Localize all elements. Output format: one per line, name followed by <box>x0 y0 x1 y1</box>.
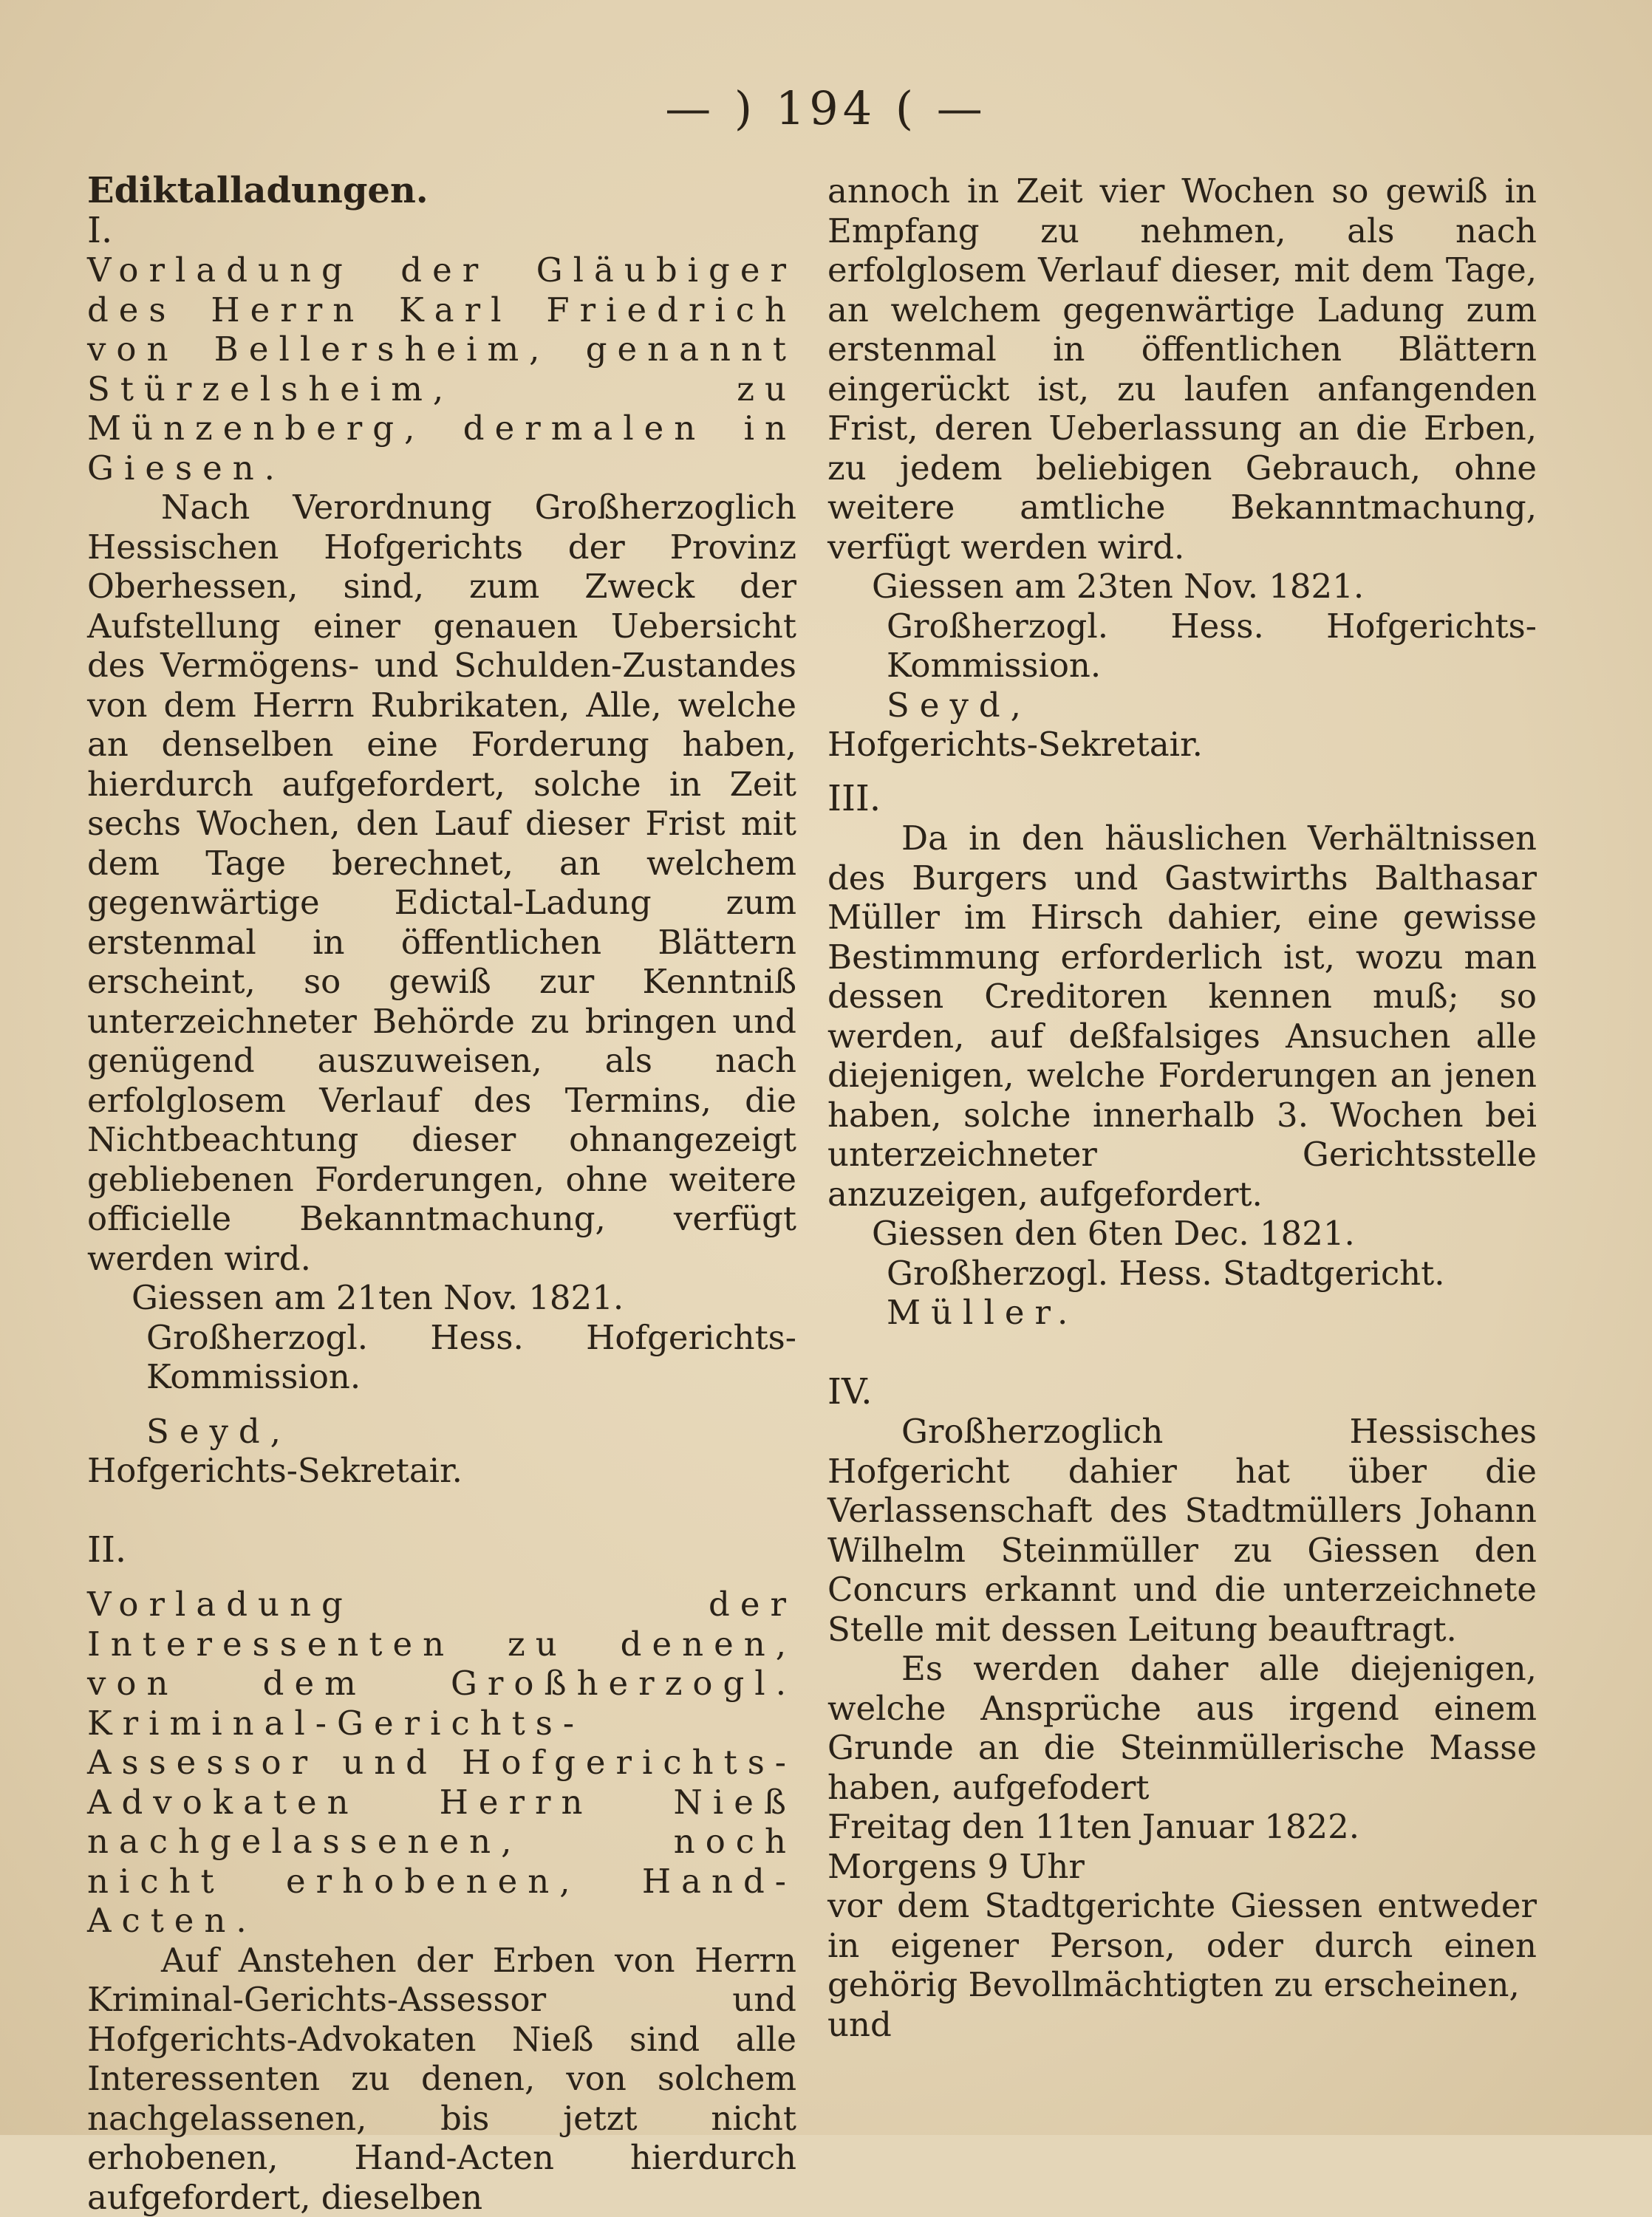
notice-2-continuation: annoch in Zeit vier Wochen so gewiß in Empfang zu nehmen, als nach erfolglosem Verlauf dieser, mit dem Tage, an welchem gegenwärtige Ladung zum erstenmal in öffentlichen Blättern eingerückt ist, zu laufen anfangenden Frist, deren Ueberlassung an die Erben, zu jedem beliebigen Gebrauch, ohne weitere amtliche Bekanntmachung, verfügt werden wird. <box>827 171 1537 567</box>
notice-1-body: Nach Verordnung Großherzoglich Hessischen Hofgerichts der Provinz Oberhessen, sind, zum Zweck der Aufstellung einer genauen Uebersicht des Vermögens- und Schulden-Zustandes von dem Herrn Rubrikaten, Alle, welche an denselben eine Forderung haben, hierdurch aufgefordert, solche in Zeit sechs Wochen, den Lauf dieser Frist mit dem Tage berechnet, an welchem gegenwärtige Edictal-Ladung zum erstenmal in öffentlichen Blättern erscheint, so gewiß zur Kenntniß unterzeichneter Behörde zu bringen und genügend auszuweisen, als nach erfolglosem Verlauf des Termins, die Nichtbeachtung dieser ohnangezeigt gebliebenen Forderungen, ohne weitere officielle Bekanntmachung, verfügt werden wird. <box>87 488 796 1278</box>
notice-3-date: Giessen den 6ten Dec. 1821. <box>827 1214 1537 1254</box>
page-number-header: — ) 194 ( — <box>0 81 1652 135</box>
notice-2-institution: Großherzogl. Hess. Hofgerichts-Kommission. <box>827 607 1537 686</box>
notice-1-signature-role: Hofgerichts-Sekretair. <box>87 1451 796 1491</box>
notice-1-institution: Großherzogl. Hess. Hofgerichts-Kommission. <box>87 1318 796 1397</box>
notice-4-time: Morgens 9 Uhr <box>827 1847 1537 1887</box>
notice-3-institution: Großherzogl. Hess. Stadtgericht. <box>827 1254 1537 1294</box>
notice-1-title: Vorladung der Gläubiger des Herrn Karl Friedrich von Bellersheim, genannt Stürzelsheim, zu Münzenberg, dermalen in Giesen. <box>87 250 796 488</box>
notice-4-body-2: Es werden daher alle diejenigen, welche Ansprüche aus irgend einem Grunde an die Steinmüllerische Masse haben, aufgefodert <box>827 1649 1537 1807</box>
notice-1-signature-name: Seyd, <box>87 1412 796 1452</box>
section-heading: Ediktalladungen. <box>87 171 796 211</box>
notice-1-number: I. <box>87 211 796 251</box>
right-column <box>827 171 1537 2044</box>
notice-3-signature-name: Müller. <box>827 1293 1537 1333</box>
notice-4-body-3: vor dem Stadtgerichte Giessen entweder in eigener Person, oder durch einen gehörig Bevollmächtigten zu erscheinen, <box>827 1886 1537 2005</box>
notice-1-date: Giessen am 21ten Nov. 1821. <box>87 1278 796 1318</box>
notice-4-body-1: Großherzoglich Hessisches Hofgericht dahier hat über die Verlassenschaft des Stadtmüllers Johann Wilhelm Steinmüller zu Giessen den Concurs erkannt und die unterzeichnete Stelle mit dessen Leitung beauftragt. <box>827 1412 1537 1649</box>
notice-3-body: Da in den häuslichen Verhältnissen des Burgers und Gastwirths Balthasar Müller im Hirsch dahier, eine gewisse Bestimmung erforderlich ist, wozu man dessen Creditoren kennen muß; so werden, auf deßfalsiges Ansuchen alle diejenigen, welche Forderungen an jenen haben, solche innerhalb 3. Wochen bei unterzeichneter Gerichtsstelle anzuzeigen, aufgefordert. <box>827 819 1537 1214</box>
notice-4-date: Freitag den 11ten Januar 1822. <box>827 1807 1537 1847</box>
notice-2-signature-name: Seyd, <box>827 686 1537 725</box>
left-column <box>87 171 796 2217</box>
catchword: und <box>827 2005 1537 2045</box>
notice-2-date: Giessen am 23ten Nov. 1821. <box>827 567 1537 607</box>
notice-2-number: II. <box>87 1531 796 1571</box>
notice-4-number: IV. <box>827 1373 1537 1412</box>
notice-2-body: Auf Anstehen der Erben von Herrn Kriminal-Gerichts-Assessor und Hofgerichts-Advokaten Nieß sind alle Interessenten zu denen, von solchem nachgelassenen, bis jetzt nicht erhobenen, Hand-Acten hierdurch aufgefordert, dieselben <box>87 1941 796 2217</box>
notice-2-signature-role: Hofgerichts-Sekretair. <box>827 725 1537 765</box>
notice-3-number: III. <box>827 779 1537 819</box>
notice-2-title: Vorladung der Interessenten zu denen, von dem Großherzogl. Kriminal-Gerichts-Assessor und Hofgerichts-Advokaten Herrn Nieß nachgelassenen, noch nicht erhobenen, Hand-Acten. <box>87 1585 796 1941</box>
